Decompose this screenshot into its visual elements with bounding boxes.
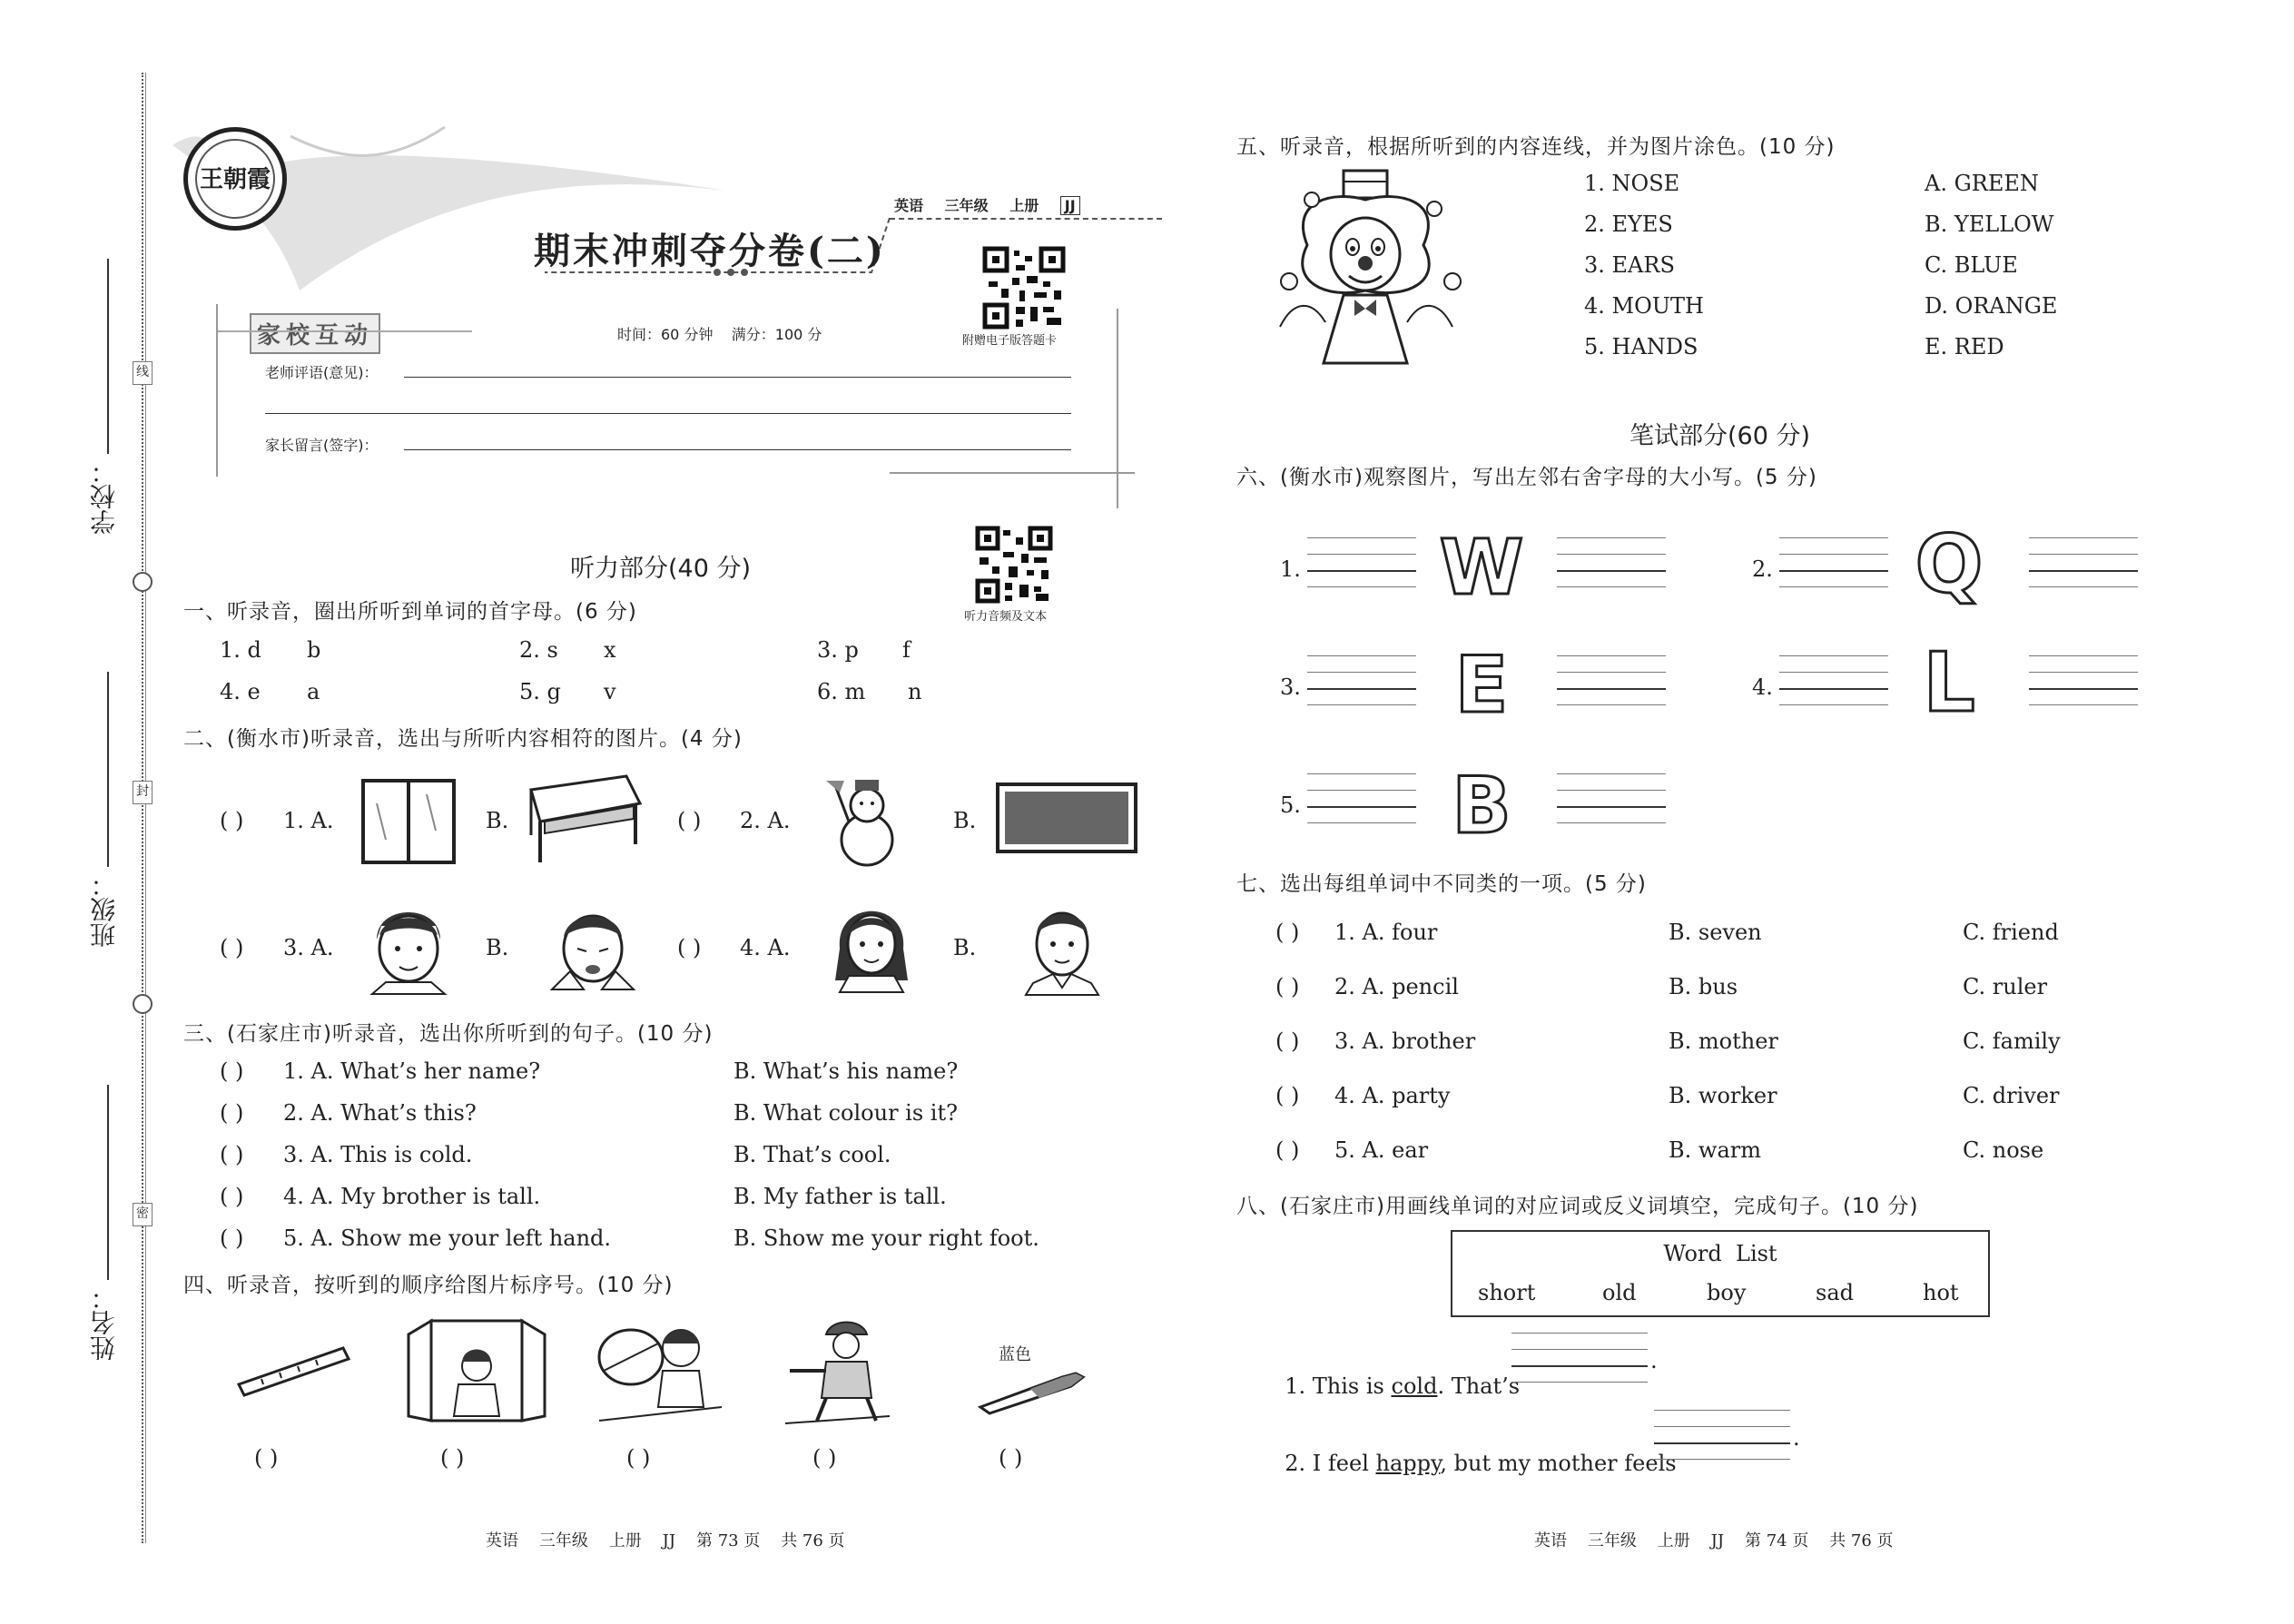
question-4-heading: 四、听录音，按听到的顺序给图片标序号。(10 分) <box>183 1274 674 1297</box>
option-c: C. friend <box>1963 920 2059 945</box>
option-a: 2. A. pencil <box>1334 974 1459 999</box>
header-rule <box>890 218 1162 220</box>
option-label: B. <box>486 935 509 960</box>
question-8-heading: 八、(石家庄市)用画线单词的对应词或反义词填空，完成句子。(10 分) <box>1236 1195 1919 1218</box>
option-a: 5. A. ear <box>1334 1137 1429 1163</box>
option-label: 3. A. <box>283 935 334 960</box>
option[interactable]: 2. s <box>519 637 558 663</box>
question-7-heading: 七、选出每组单词中不同类的一项。(5 分) <box>1236 872 1647 896</box>
item-number: 2. <box>1752 556 1773 582</box>
match-item[interactable]: E. RED <box>1925 334 2004 359</box>
option-c: C. nose <box>1963 1137 2044 1163</box>
boy-leaf-image[interactable] <box>590 1316 726 1425</box>
girl-window-image[interactable] <box>404 1316 549 1425</box>
option-b: B. What colour is it? <box>733 1100 958 1126</box>
option-a: 1. A. What’s her name? <box>283 1058 541 1084</box>
answer-paren[interactable]: ( ) <box>220 1225 244 1251</box>
sentence-text: 2. I feel <box>1285 1451 1376 1476</box>
worker-image[interactable] <box>781 1316 894 1425</box>
item-number: 5. <box>1280 792 1301 818</box>
logo-text: 王朝霞 <box>199 166 271 193</box>
underlined-word: happy <box>1375 1451 1441 1476</box>
item-number: 4. <box>1752 674 1773 700</box>
match-item[interactable]: 1. NOSE <box>1584 171 1680 196</box>
teacher-comment-label: 老师评语(意见)： <box>265 364 379 381</box>
time-info: 时间：60 分钟 满分：100 分 <box>617 326 822 343</box>
answer-paren[interactable]: ( ) <box>1275 920 1300 945</box>
option-a: 3. A. This is cold. <box>283 1142 473 1167</box>
option-a: 5. A. Show me your left hand. <box>283 1225 612 1251</box>
pen-color-label: 蓝色 <box>999 1345 1031 1364</box>
seal-mark: 封 <box>133 781 153 804</box>
option-b: B. That’s cool. <box>733 1142 891 1167</box>
question-2-heading: 二、(衡水市)听录音，选出与所听内容相符的图片。(4 分) <box>183 727 743 751</box>
letter-glyph: L <box>1923 635 1975 731</box>
page-footer-left: 英语 三年级 上册 JJ 第 73 页 共 76 页 <box>486 1531 845 1550</box>
pen-image[interactable] <box>976 1366 1089 1412</box>
answer-paren[interactable]: ( ) <box>220 1142 244 1167</box>
option-label: B. <box>953 808 977 833</box>
option-b: B. warm <box>1669 1137 1761 1163</box>
header-tags <box>894 194 1080 215</box>
question-3-heading: 三、(石家庄市)听录音，选出你所听到的句子。(10 分) <box>183 1022 714 1046</box>
option-a: 1. A. four <box>1334 920 1438 945</box>
parent-comment-label: 家长留言(签字)： <box>265 437 379 454</box>
option[interactable]: 5. g <box>519 679 561 704</box>
word-list-title: Word List <box>1663 1241 1777 1266</box>
option-label: 2. A. <box>740 808 791 833</box>
option[interactable]: 1. d <box>220 637 261 663</box>
option-label: 4. A. <box>740 935 791 960</box>
word-list-box <box>1451 1230 1990 1317</box>
seal-mark: 线 <box>133 361 153 385</box>
option-b: B. bus <box>1669 974 1738 999</box>
teacher-comment-line2 <box>265 413 1071 414</box>
class-line <box>107 672 109 867</box>
sentence-text: 1. This is <box>1285 1373 1392 1399</box>
boy-face-image[interactable] <box>359 899 458 994</box>
question-5-heading: 五、听录音，根据所听到的内容连线，并为图片涂色。(10 分) <box>1236 135 1836 159</box>
match-item[interactable]: B. YELLOW <box>1925 212 2054 237</box>
option[interactable]: v <box>604 679 616 704</box>
binding-hole <box>133 994 153 1014</box>
match-item[interactable]: D. ORANGE <box>1925 293 2058 319</box>
option-a: 4. A. party <box>1334 1083 1451 1108</box>
answer-paren[interactable]: ( ) <box>999 1445 1023 1471</box>
answer-paren[interactable]: ( ) <box>220 1100 244 1126</box>
word: sad <box>1816 1280 1854 1305</box>
option-a: 3. A. brother <box>1334 1029 1476 1054</box>
sentence-1 <box>1271 1348 1520 1399</box>
option-c: C. ruler <box>1963 974 2048 999</box>
answer-paren[interactable]: ( ) <box>677 935 702 960</box>
sentence-text: . That’s <box>1437 1373 1521 1399</box>
word: boy <box>1707 1280 1747 1305</box>
qr-code <box>983 247 1065 329</box>
home-school-rule <box>218 330 472 332</box>
blackboard-image[interactable] <box>994 781 1139 855</box>
item-number: 1. <box>1280 556 1301 582</box>
qr-code <box>976 527 1052 603</box>
answer-paren[interactable]: ( ) <box>440 1445 465 1471</box>
answer-paren[interactable]: ( ) <box>254 1445 279 1471</box>
binding-solid-line <box>145 73 146 1543</box>
qr-code-graphic <box>976 527 1052 603</box>
school-line <box>107 259 109 454</box>
answer-paren[interactable]: ( ) <box>1275 1083 1300 1108</box>
window-image[interactable] <box>359 776 458 867</box>
option[interactable]: 6. m <box>817 679 866 704</box>
crying-boy-image[interactable] <box>543 899 643 994</box>
answer-paren[interactable]: ( ) <box>220 1184 244 1209</box>
school-label: 学校： <box>89 458 119 535</box>
woman-face-image[interactable] <box>826 894 917 994</box>
qr-caption: 附赠电子版答题卡 <box>962 334 1058 348</box>
snowman-image[interactable] <box>817 767 917 867</box>
option[interactable]: b <box>307 637 321 663</box>
sentence-text: , but my mother feels <box>1440 1451 1677 1476</box>
sentence-end: . <box>1793 1425 1800 1451</box>
letter-glyph: B <box>1452 761 1511 851</box>
answer-paren[interactable]: ( ) <box>1275 1137 1300 1163</box>
item-number: 3. <box>1280 674 1301 700</box>
word: old <box>1602 1280 1637 1305</box>
option[interactable]: 3. p <box>817 637 859 663</box>
option-b: B. Show me your right foot. <box>733 1225 1039 1251</box>
name-label: 姓名： <box>89 1284 119 1361</box>
word: hot <box>1923 1280 1959 1305</box>
option-c: C. family <box>1963 1029 2061 1054</box>
tag-subject: 英语 <box>894 197 924 214</box>
home-school-frame-right <box>1117 309 1118 508</box>
underlined-word: cold <box>1391 1373 1438 1399</box>
option[interactable]: x <box>604 637 616 663</box>
answer-paren[interactable]: ( ) <box>677 808 702 833</box>
sentence-end: . <box>1650 1348 1658 1373</box>
letter-glyph: W <box>1439 523 1524 612</box>
letter-picture <box>1908 635 1990 731</box>
letter-picture <box>1899 519 1999 610</box>
answer-paren[interactable]: ( ) <box>1275 974 1300 999</box>
teacher-comment-line <box>404 377 1071 378</box>
answer-paren[interactable]: ( ) <box>1275 1029 1300 1054</box>
option[interactable]: f <box>902 637 911 663</box>
option-label: B. <box>486 808 509 833</box>
sentence-2 <box>1271 1425 1677 1476</box>
tag-grade: 三年级 <box>944 197 989 214</box>
option-b: B. mother <box>1669 1029 1778 1054</box>
answer-paren[interactable]: ( ) <box>812 1445 837 1471</box>
binding-hole <box>133 572 153 592</box>
binding-dotted-line <box>142 73 143 1543</box>
option-label: B. <box>953 935 977 960</box>
answer-paren[interactable]: ( ) <box>220 808 244 833</box>
qr-code-graphic <box>983 247 1065 329</box>
letter-glyph: E <box>1454 640 1509 731</box>
logo <box>183 127 287 231</box>
match-item[interactable]: 2. EYES <box>1584 212 1673 237</box>
option-b: B. What’s his name? <box>733 1058 959 1084</box>
name-line <box>107 1085 109 1280</box>
class-label: 班级： <box>89 871 119 948</box>
letter-picture <box>1436 761 1527 851</box>
question-6-heading: 六、(衡水市)观察图片，写出左邻右舍字母的大小写。(5 分) <box>1236 466 1817 489</box>
match-item[interactable]: A. GREEN <box>1925 171 2039 196</box>
tag-volume: 上册 <box>1009 197 1039 214</box>
qr-caption: 听力音频及文本 <box>964 610 1048 624</box>
desk-image[interactable] <box>517 772 645 867</box>
letter-picture <box>1436 640 1527 731</box>
option-label: 1. A. <box>283 808 334 833</box>
parent-comment-line <box>404 449 1071 450</box>
ruler-image[interactable] <box>234 1339 352 1393</box>
match-item[interactable]: 3. EARS <box>1584 252 1675 278</box>
letter-glyph: Q <box>1915 517 1984 611</box>
option[interactable]: 4. e <box>220 679 261 704</box>
tag-edition: JJ <box>1060 196 1080 215</box>
word: short <box>1478 1280 1536 1305</box>
clown-image[interactable] <box>1271 163 1471 377</box>
answer-paren[interactable]: ( ) <box>220 935 244 960</box>
listening-title: 听力部分(40 分) <box>570 555 752 583</box>
match-item[interactable]: 4. MOUTH <box>1584 293 1704 319</box>
match-item[interactable]: 5. HANDS <box>1584 334 1698 359</box>
option-b: B. My father is tall. <box>733 1184 947 1209</box>
home-school-frame-bottom <box>890 472 1135 474</box>
written-title: 笔试部分(60 分) <box>1629 422 1811 450</box>
option-b: B. seven <box>1669 920 1762 945</box>
option-a: 4. A. My brother is tall. <box>283 1184 541 1209</box>
option[interactable]: n <box>908 679 922 704</box>
answer-paren[interactable]: ( ) <box>220 1058 244 1084</box>
page-title: 期末冲刺夺分卷(二) <box>534 230 886 272</box>
option-b: B. worker <box>1669 1083 1777 1108</box>
man-face-image[interactable] <box>1017 897 1108 995</box>
page-footer-right: 英语 三年级 上册 JJ 第 74 页 共 76 页 <box>1534 1531 1894 1550</box>
seal-mark: 密 <box>133 1203 153 1226</box>
match-item[interactable]: C. BLUE <box>1925 252 2018 278</box>
option[interactable]: a <box>307 679 320 704</box>
option-c: C. driver <box>1963 1083 2060 1108</box>
question-1-heading: 一、听录音，圈出所听到单词的首字母。(6 分) <box>183 600 637 624</box>
letter-picture <box>1427 523 1536 612</box>
option-a: 2. A. What’s this? <box>283 1100 477 1126</box>
home-school-badge: 家校互动 <box>250 313 380 354</box>
answer-paren[interactable]: ( ) <box>626 1445 651 1471</box>
